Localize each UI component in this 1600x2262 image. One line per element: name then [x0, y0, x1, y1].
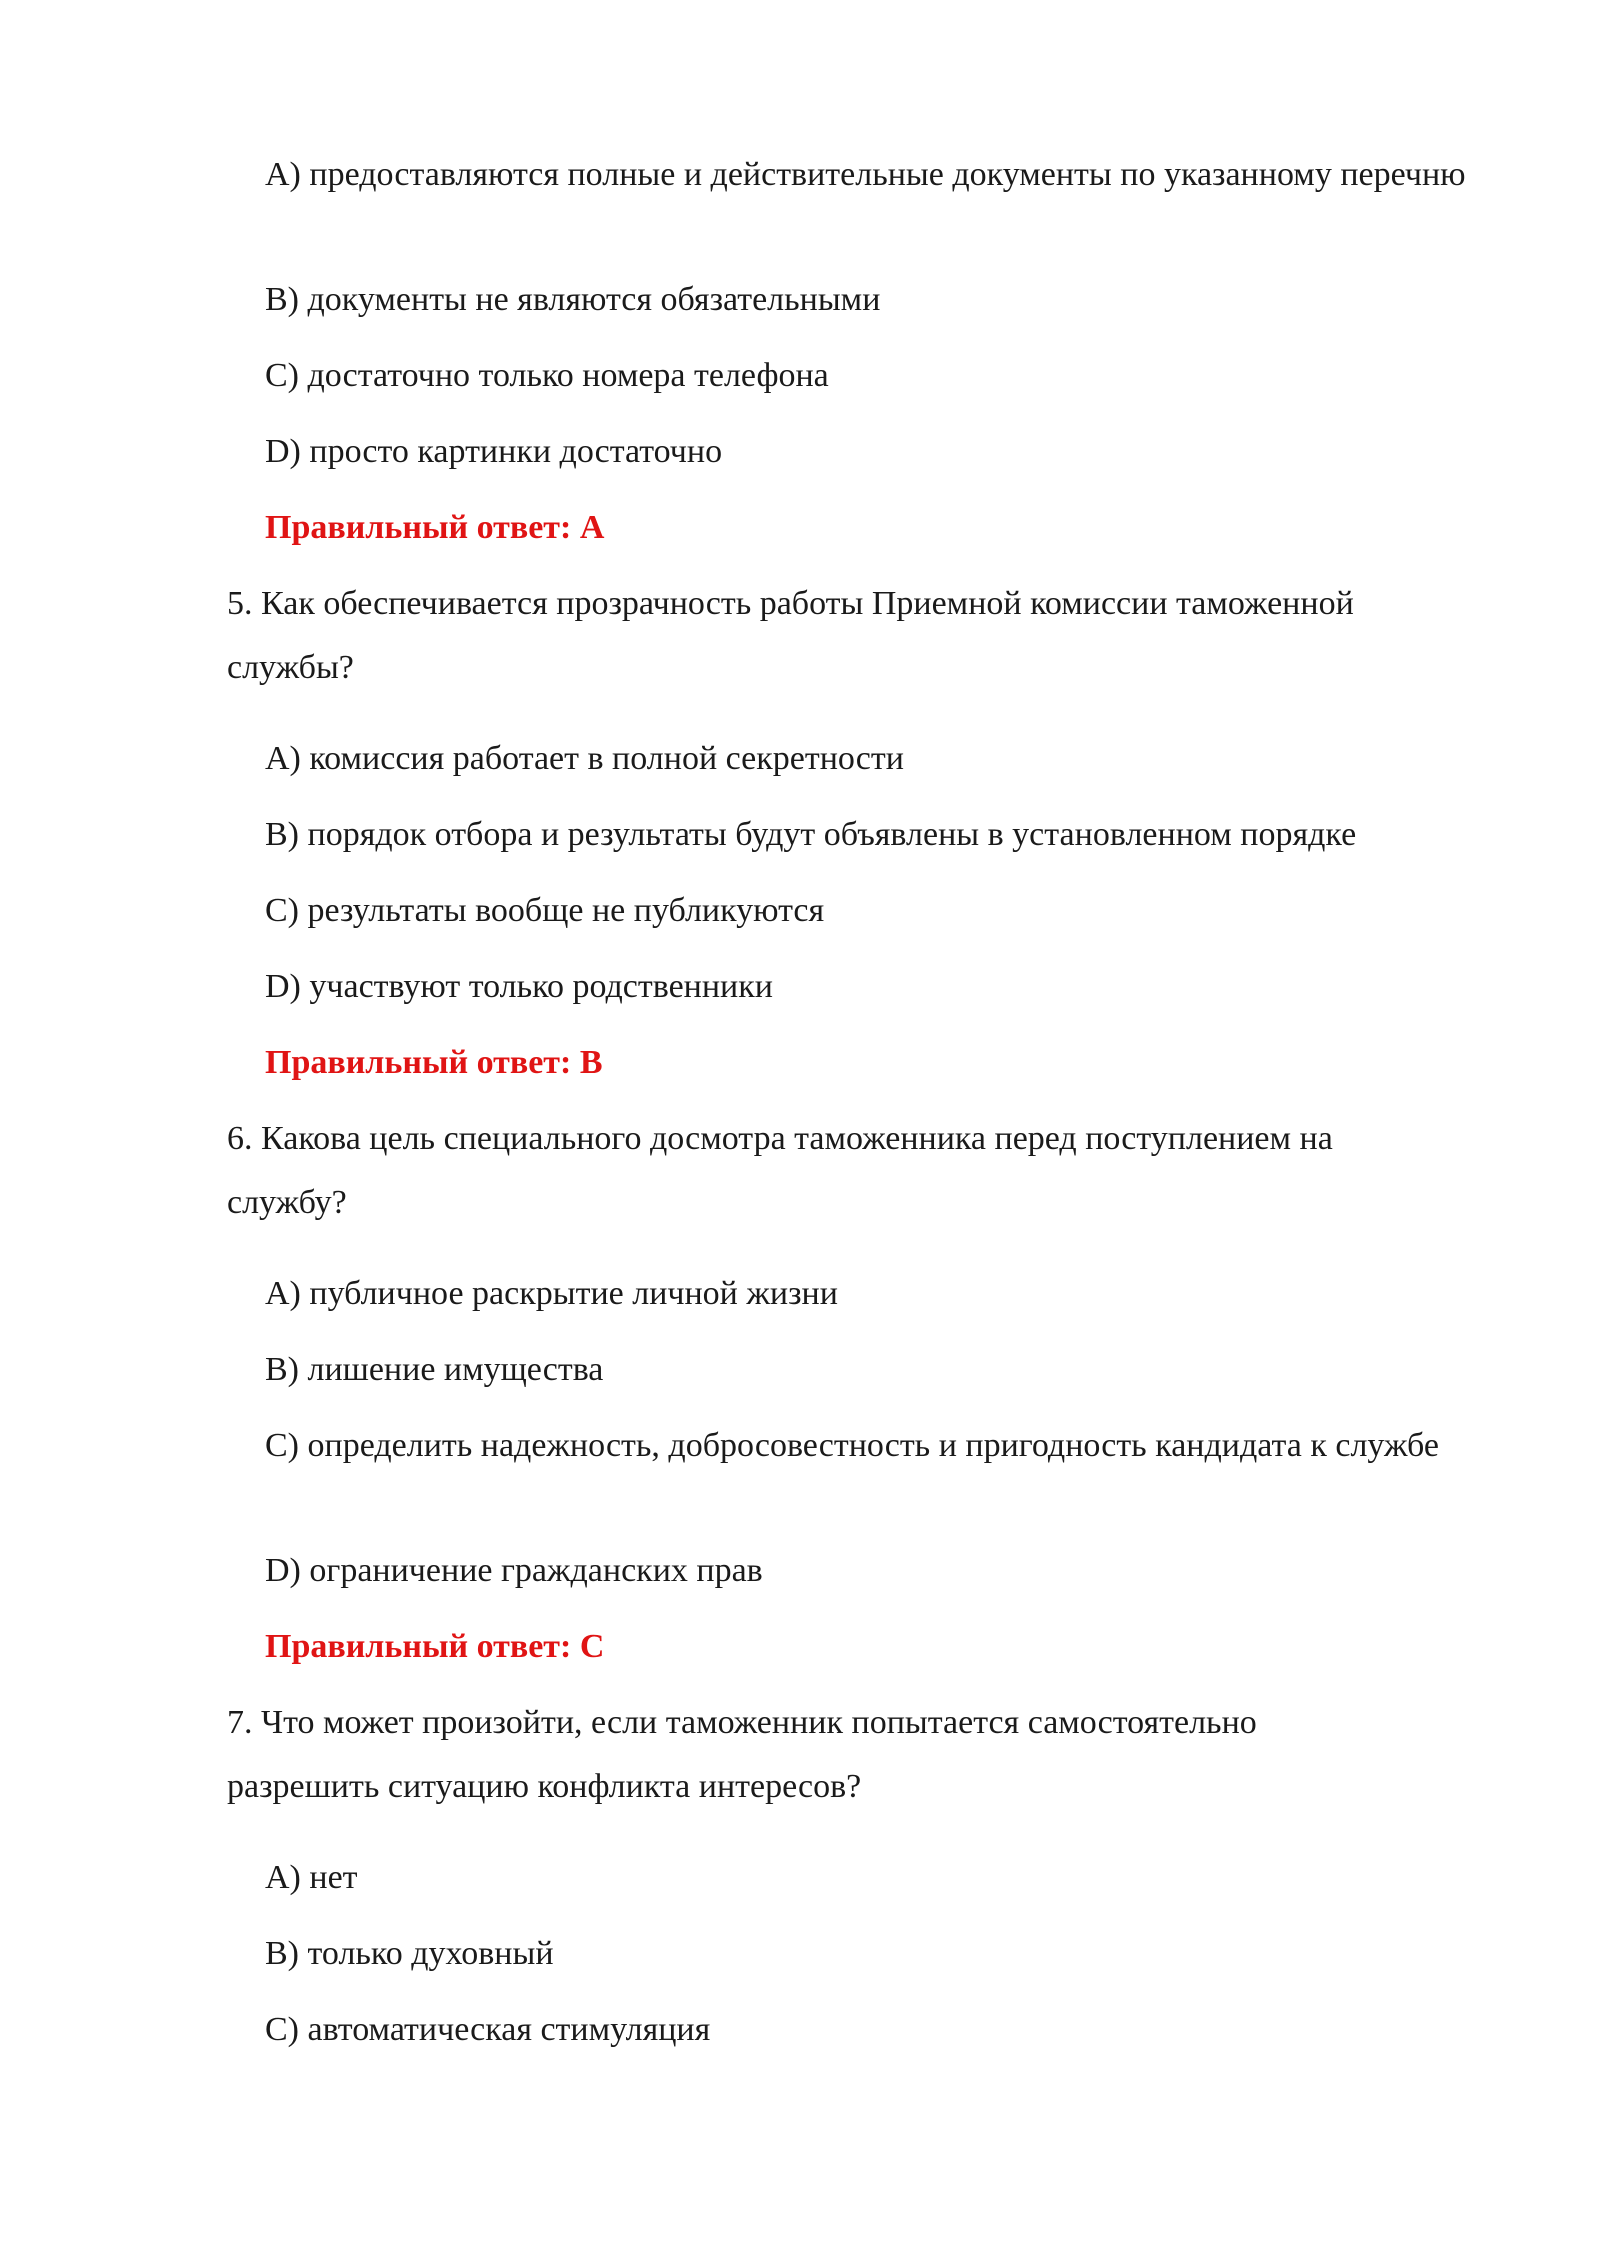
q7-option-b: B) только духовный	[265, 1935, 554, 1972]
q7-question-line1: 7. Что может произойти, если таможенник попытается самостоятельно	[227, 1704, 1257, 1741]
q5-question-line2: службы?	[227, 649, 354, 686]
q5-option-a: A) комиссия работает в полной секретности	[265, 740, 904, 777]
q5-option-c: C) результаты вообще не публикуются	[265, 892, 825, 929]
q4-option-a: A) предоставляются полные и действительные документы по указанному перечню	[265, 156, 1466, 193]
q5-question-line1: 5. Как обеспечивается прозрачность работы Приемной комиссии таможенной	[227, 585, 1354, 622]
q4-option-b: B) документы не являются обязательными	[265, 281, 881, 318]
q6-option-d: D) ограничение гражданских прав	[265, 1552, 763, 1589]
q6-correct-answer: Правильный ответ: C	[265, 1628, 605, 1665]
q7-option-c: C) автоматическая стимуляция	[265, 2011, 711, 2048]
q6-option-c: C) определить надежность, добросовестность и пригодность кандидата к службе	[265, 1427, 1439, 1464]
q7-question-line2: разрешить ситуацию конфликта интересов?	[227, 1768, 862, 1805]
q6-question-line1: 6. Какова цель специального досмотра таможенника перед поступлением на	[227, 1120, 1333, 1157]
q6-option-a: A) публичное раскрытие личной жизни	[265, 1275, 838, 1312]
q5-option-b: B) порядок отбора и результаты будут объявлены в установленном порядке	[265, 816, 1357, 853]
q4-option-c: C) достаточно только номера телефона	[265, 357, 829, 394]
q5-correct-answer: Правильный ответ: B	[265, 1044, 603, 1081]
q6-question-line2: службу?	[227, 1184, 347, 1221]
q5-option-d: D) участвуют только родственники	[265, 968, 773, 1005]
q6-option-b: B) лишение имущества	[265, 1351, 604, 1388]
q4-option-d: D) просто картинки достаточно	[265, 433, 723, 470]
q4-correct-answer: Правильный ответ: A	[265, 509, 605, 546]
q7-option-a: A) нет	[265, 1859, 358, 1896]
